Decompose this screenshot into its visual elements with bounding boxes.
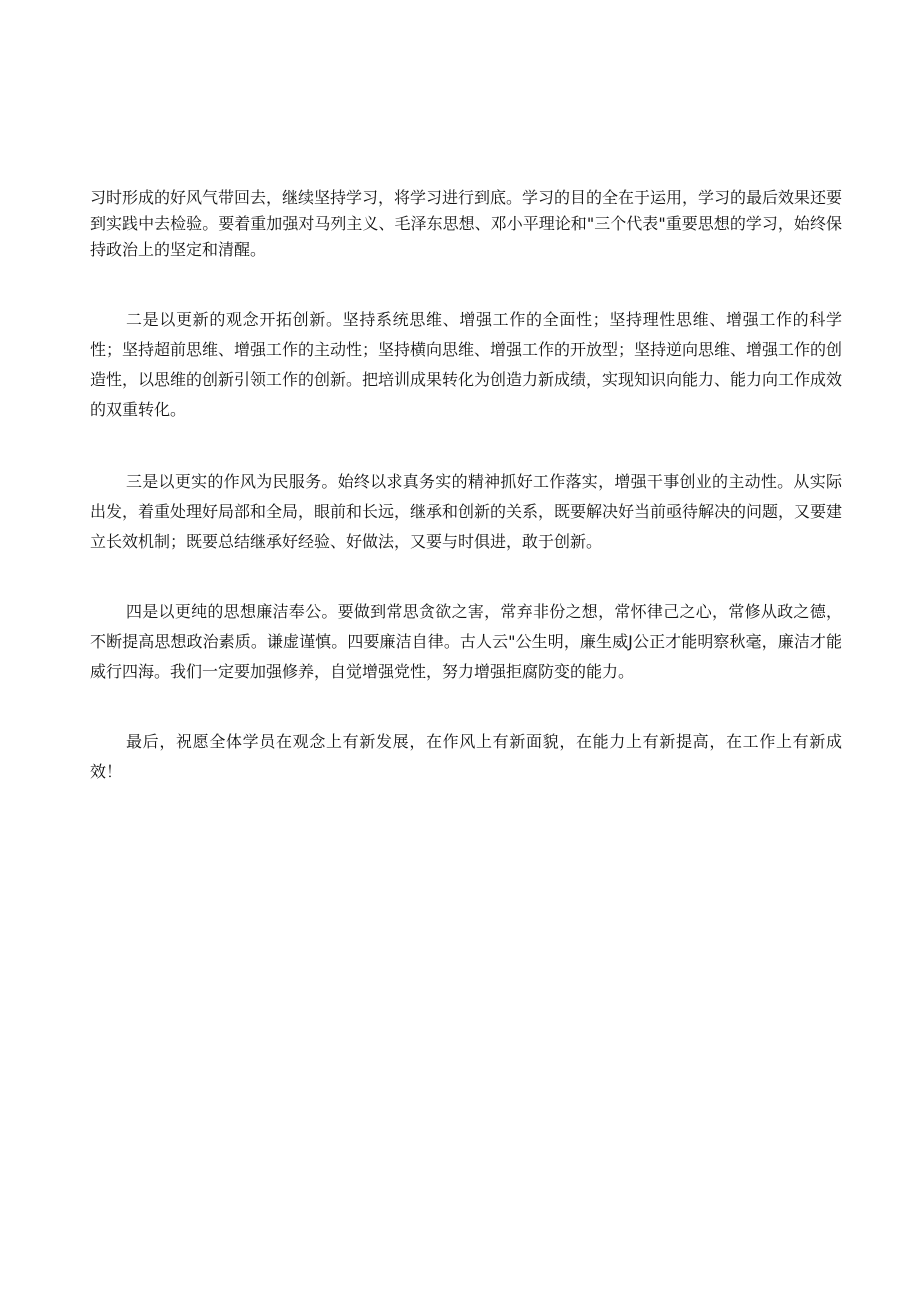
paragraph-study-continuation: 习时形成的好风气带回去，继续坚持学习，将学习进行到底。学习的目的全在于运用，学习的最后效果还要到实践中去检验。要着重加强对马列主义、毛泽东思想、邓小平理论和"三个代表"重要思想的学习，始终保持政治上的坚定和清醒。 bbox=[90, 188, 843, 259]
paragraph-closing-wishes: 最后，祝愿全体学员在观念上有新发展，在作风上有新面貌，在能力上有新提高，在工作上有新成效！ bbox=[90, 732, 842, 781]
paragraph-service: 三是以更实的作风为民服务。始终以求真务实的精神抓好工作落实，增强干事创业的主动性。从实际出发，着重处理好局部和全局，眼前和长远，继承和创新的关系，既要解决好当前亟待解决的问题，又要建立长效机制；既要总结继承好经验、好做法，又要与时俱进，敢于创新。 bbox=[90, 472, 843, 551]
paragraph-innovation: 二是以更新的观念开拓创新。坚持系统思维、增强工作的全面性；坚持理性思维、增强工作的科学性；坚持超前思维、增强工作的主动性；坚持横向思维、增强工作的开放型；坚持逆向思维、增强工作的创造性，以思维的创新引领工作的创新。把培训成果转化为创造力新成绩，实现知识向能力、能力向工作成效的双重转化。 bbox=[90, 310, 843, 419]
document-body bbox=[90, 185, 842, 787]
paragraph-integrity: 四是以更纯的思想廉洁奉公。要做到常思贪欲之害，常弃非份之想，常怀律己之心，常修从政之德，不断提高思想政治素质。谦虚谨慎。四要廉洁自律。古人云"公生明，廉生威J公正才能明察秋毫，廉洁才能威行四海。我们一定要加强修养，自觉增强党性，努力增强拒腐防变的能力。 bbox=[90, 602, 842, 681]
